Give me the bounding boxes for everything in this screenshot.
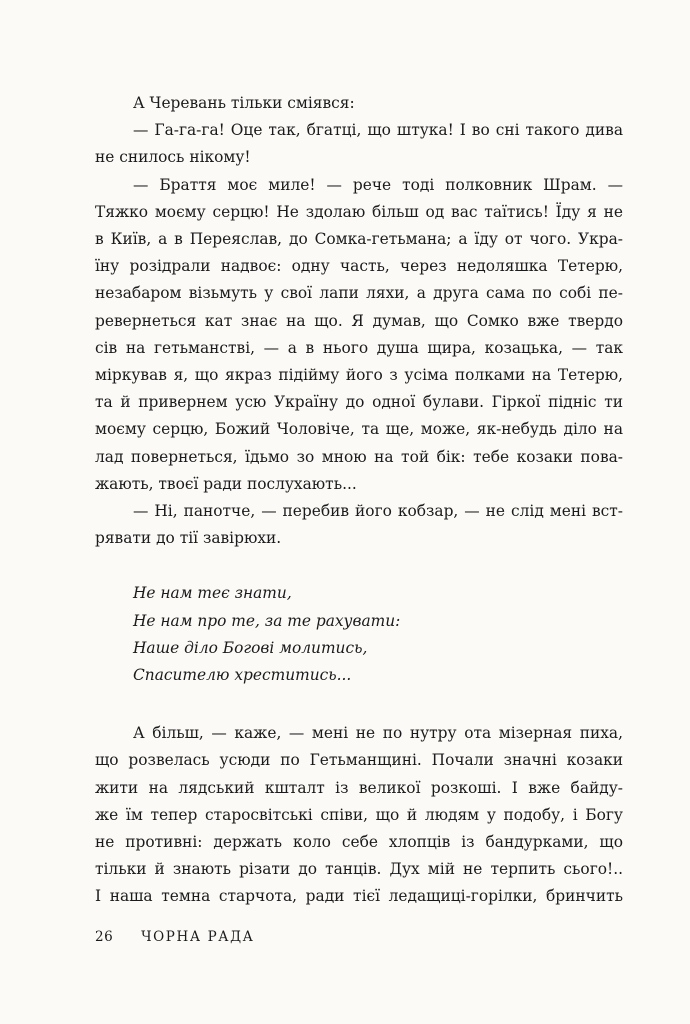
paragraph-line: лад повернеться, їдьмо зо мною на той бік: тебе козаки пова-: [95, 447, 623, 466]
paragraph-line: же їм тепер старосвітські співи, що й людям у подобу, і Богу: [95, 805, 623, 824]
paragraph-line: та й привернем усю Україну до одної булави. Гіркої підніс ти: [95, 393, 623, 412]
verse-line: Спасителю хреститись...: [133, 666, 352, 685]
body-text: [95, 90, 623, 911]
paragraph-line: незабаром візьмуть у свої лапи ляхи, а друга сама по собі пе-: [95, 284, 623, 303]
paragraph-line: — Ні, панотче, — перебив його кобзар, — не слід мені вст-: [133, 502, 623, 521]
paragraph-line: що розвелась усюди по Гетьманщині. Почали значні козаки: [95, 751, 623, 770]
verse-line: Не нам про те, за те рахувати:: [133, 611, 401, 630]
paragraph-line: Тяжко моєму серцю! Не здолаю більш од вас таїтись! Їду я не: [95, 202, 623, 221]
verse-line: Не нам теє знати,: [133, 584, 292, 603]
verse-block: [133, 580, 623, 689]
paragraph-line: жають, твоєї ради послухають...: [95, 474, 357, 493]
paragraph-line: рявати до тії завірюхи.: [95, 529, 282, 548]
paragraph-line: І наша темна старчота, ради тієї ледащиці-горілки, бринчить: [95, 887, 623, 906]
paragraph-line: їну розідрали надвоє: одну часть, через недоляшка Тетерю,: [95, 257, 623, 276]
paragraph-line: не противні: держать коло себе хлопців із бандурками, що: [95, 833, 623, 852]
paragraph-line: — Браття моє миле! — рече тоді полковник Шрам. —: [133, 175, 623, 194]
paragraph-line: сів на гетьманстві, — а в нього душа щира, козацька, — так: [95, 338, 623, 357]
paragraph-line: — Га-га-га! Оце так, бгатці, що штука! І во сні такого дива: [133, 121, 623, 140]
paragraph-line: міркував я, що якраз підійму його з усіма полками на Тетерю,: [95, 366, 623, 385]
running-title: ЧОРНА РАДА: [141, 929, 255, 945]
page-number: 26: [95, 929, 114, 945]
paragraph-line: не снилось нікому!: [95, 148, 251, 167]
paragraph-line: ревернеться кат знає на що. Я думав, що Сомко вже твердо: [95, 311, 623, 330]
paragraph-line: А більш, — каже, — мені не по нутру ота мізерная пиха,: [133, 724, 623, 743]
paragraph-line: жити на лядський кшталт із великої розкоші. І вже байду-: [95, 778, 623, 797]
paragraph-line: в Київ, а в Переяслав, до Сомка-гетьмана; а їду от чого. Укра-: [95, 230, 623, 249]
paragraph-line: тільки й знають різати до танців. Дух мій не терпить сього!..: [95, 860, 623, 879]
verse-line: Наше діло Богові молитись,: [133, 638, 368, 657]
page-footer: [95, 929, 254, 945]
paragraph-line: моєму серцю, Божий Чоловіче, та ще, може, як-небудь діло на: [95, 420, 623, 439]
paragraph-line: А Черевань тільки сміявся:: [133, 94, 355, 112]
